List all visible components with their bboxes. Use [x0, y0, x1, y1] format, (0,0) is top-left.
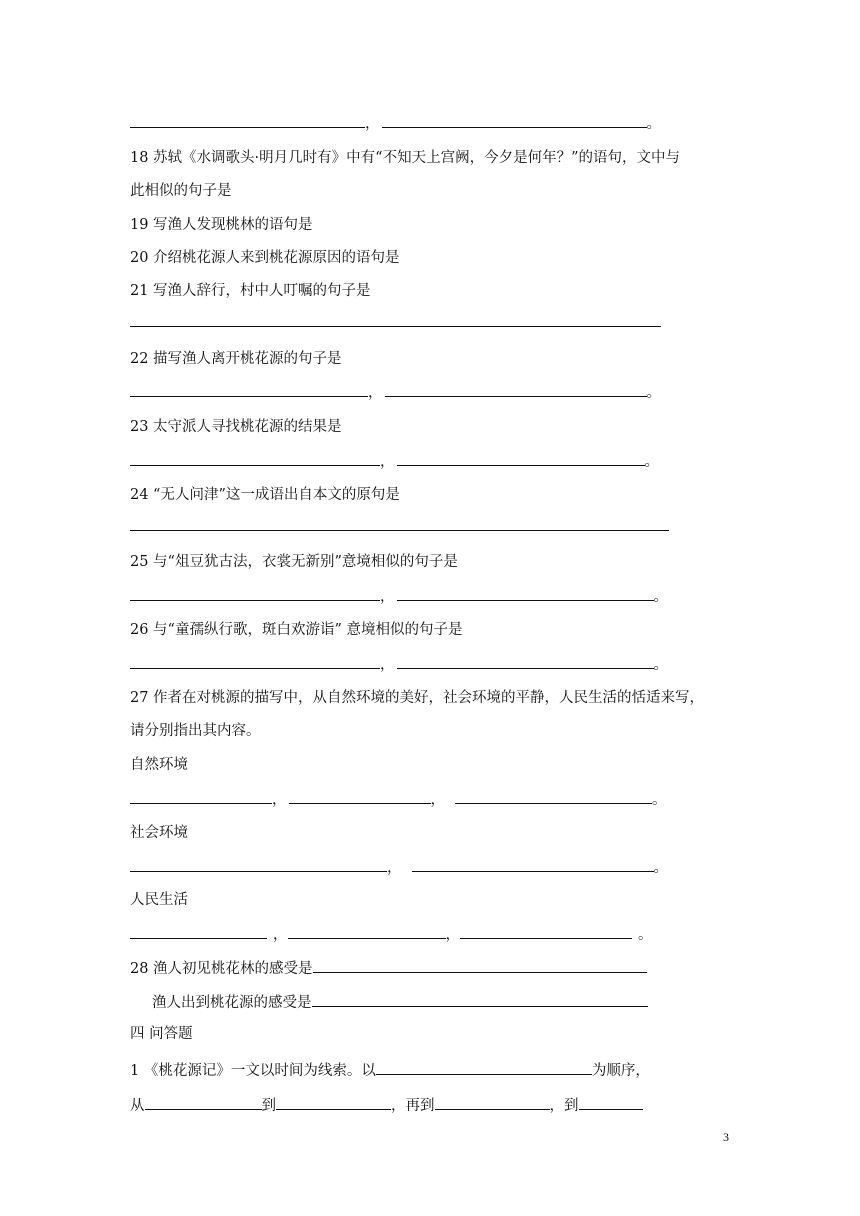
section-4-q1-suffix: 为顺序，	[591, 1063, 650, 1079]
blank[interactable]	[130, 789, 272, 804]
period: 。	[653, 657, 668, 673]
blank[interactable]	[130, 586, 380, 601]
blank[interactable]	[130, 451, 380, 466]
period: 。	[646, 385, 661, 401]
blank[interactable]	[455, 789, 652, 804]
comma: ，	[380, 589, 395, 605]
answer-line-25	[130, 585, 668, 605]
period: 。	[646, 116, 661, 132]
comma: ，	[368, 385, 383, 401]
blank[interactable]	[145, 1095, 262, 1110]
blank[interactable]	[397, 654, 654, 669]
blank[interactable]	[130, 113, 365, 128]
question-28-text1: 28 渔人初见桃花林的感受是	[130, 961, 313, 977]
blank[interactable]	[130, 654, 380, 669]
comma: ，	[272, 792, 287, 808]
period: 。	[653, 860, 668, 876]
blank[interactable]	[312, 992, 648, 1007]
question-22: 22 描写渔人离开桃花源的句子是	[130, 351, 342, 367]
blank[interactable]	[130, 924, 267, 939]
comma: ，	[380, 657, 395, 673]
question-18-line2: 此相似的句子是	[130, 183, 232, 199]
answer-line-22	[130, 381, 661, 401]
question-28-text2: 渔人出到桃花源的感受是	[152, 995, 312, 1011]
comma: ，	[445, 927, 460, 943]
question-26: 26 与“童孺纵行歌，斑白欢游诣” 意境相似的句子是	[130, 622, 463, 638]
comma: ，	[365, 116, 380, 132]
blank[interactable]	[385, 382, 647, 397]
answer-line-nature	[130, 788, 667, 808]
period: 。	[638, 927, 653, 943]
blank[interactable]	[276, 1095, 391, 1110]
blank[interactable]	[435, 1095, 550, 1110]
answer-line-26	[130, 653, 668, 673]
section-4-q1-prefix: 1 《桃花源记》一文以时间为线索。以	[130, 1063, 376, 1079]
question-27-line2: 请分别指出其内容。	[130, 723, 261, 739]
section-4-title: 四 问答题	[130, 1026, 193, 1042]
blank[interactable]	[460, 924, 632, 939]
question-28-line2	[152, 991, 648, 1011]
comma: ，	[380, 454, 395, 470]
blank[interactable]	[289, 789, 431, 804]
label-society: 社会环境	[130, 825, 188, 841]
answer-line-21	[130, 312, 661, 332]
question-21: 21 写渔人辞行，村中人叮嘱的句子是	[130, 283, 371, 299]
label-people: 人民生活	[130, 892, 188, 908]
blank[interactable]	[376, 1060, 592, 1075]
blank[interactable]	[397, 586, 654, 601]
question-25: 25 与“俎豆犹古法，衣裳无新别”意境相似的句子是	[130, 554, 458, 570]
answer-line-top	[130, 112, 661, 132]
answer-line-people	[130, 923, 653, 943]
blank[interactable]	[130, 382, 368, 397]
period: 。	[653, 589, 668, 605]
text-then: ，再到	[391, 1098, 435, 1114]
comma: ，	[430, 792, 445, 808]
text-to: ，到	[549, 1098, 579, 1114]
question-19: 19 写渔人发现桃林的语句是	[130, 217, 313, 233]
blank[interactable]	[382, 113, 647, 128]
blank[interactable]	[397, 451, 645, 466]
question-28-line1	[130, 957, 647, 977]
text-from: 从	[130, 1098, 145, 1114]
section-4-q1-line1	[130, 1059, 650, 1079]
answer-line-24	[130, 516, 669, 536]
page-number: 3	[723, 1130, 729, 1144]
blank[interactable]	[313, 958, 647, 973]
blank[interactable]	[288, 924, 446, 939]
question-27-line1: 27 作者在对桃源的描写中，从自然环境的美好，社会环境的平静，人民生活的恬适来写，	[130, 690, 705, 706]
section-4-q1-line2	[130, 1094, 643, 1114]
answer-line-23	[130, 450, 659, 470]
question-20: 20 介绍桃花源人来到桃花源原因的语句是	[130, 250, 400, 266]
blank[interactable]	[130, 312, 661, 327]
answer-line-society	[130, 856, 668, 876]
question-18-line1: 18 苏轼《水调歌头·明月几时有》中有“不知天上宫阙，今夕是何年？”的语句，文中与	[130, 150, 680, 166]
question-24: 24 “无人问津”这一成语出自本文的原句是	[130, 487, 400, 503]
blank[interactable]	[579, 1095, 643, 1110]
blank[interactable]	[130, 516, 669, 531]
blank[interactable]	[412, 857, 654, 872]
label-nature: 自然环境	[130, 757, 188, 773]
question-23: 23 太守派人寻找桃花源的结果是	[130, 419, 342, 435]
comma: ，	[387, 860, 402, 876]
comma: ，	[273, 927, 288, 943]
text-to: 到	[261, 1098, 276, 1114]
period: 。	[652, 792, 667, 808]
blank[interactable]	[130, 857, 387, 872]
period: 。	[644, 454, 659, 470]
